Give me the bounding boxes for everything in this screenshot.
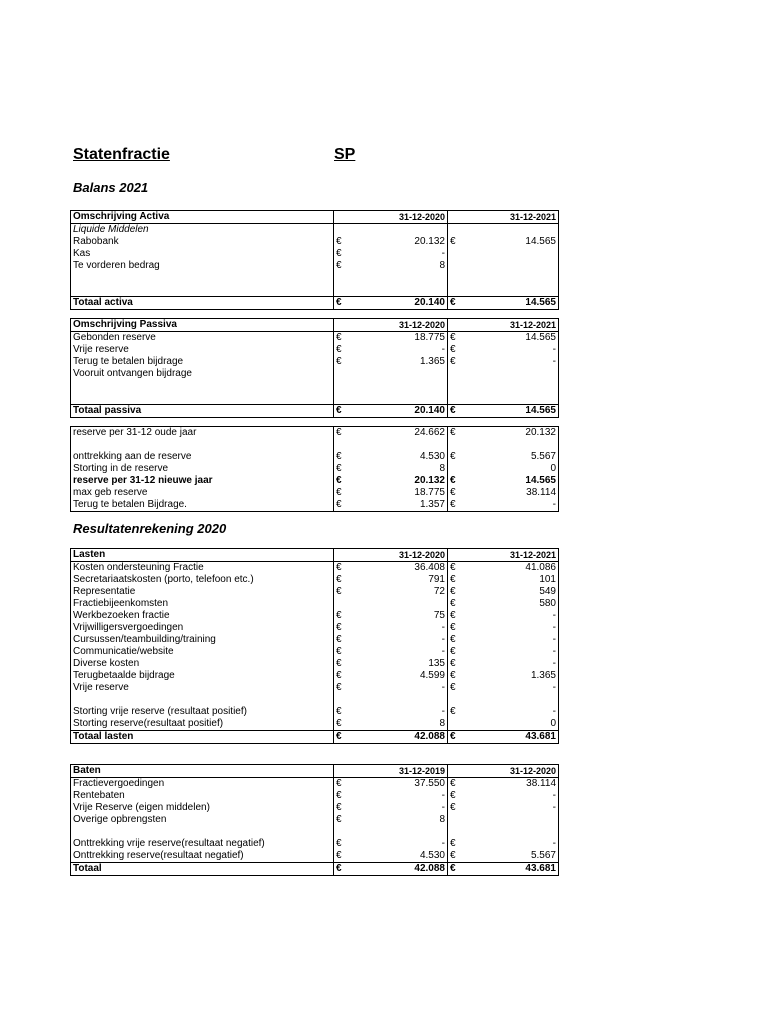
currency-symbol: € (336, 356, 342, 367)
table-row (71, 598, 559, 610)
amount-col1: 791 (348, 574, 448, 586)
amount-col2: - (552, 610, 556, 621)
currency-symbol: € (450, 475, 456, 486)
lasten-table (70, 548, 559, 744)
table-row (71, 392, 559, 405)
amount-col1: 1.357 (348, 499, 448, 512)
currency-symbol (334, 368, 349, 380)
currency-symbol: € (450, 790, 456, 801)
row-label: Onttrekking reserve(resultaat negatief) (71, 850, 334, 863)
currency-symbol: € (336, 260, 342, 271)
row-label: Fractiebijeenkomsten (71, 598, 334, 610)
currency-symbol: € (336, 658, 342, 669)
header-col1: 31-12-2020 (348, 211, 448, 224)
amount-col1: - (348, 646, 448, 658)
table-row (71, 610, 559, 622)
table-row (71, 368, 559, 380)
currency-symbol (448, 260, 463, 272)
currency-symbol: € (336, 682, 342, 693)
table-row (71, 260, 559, 272)
amount-col2: 1.365 (530, 670, 556, 681)
table-row (71, 826, 559, 838)
amount-col2: 14.565 (525, 236, 556, 247)
party-name: SP (334, 146, 356, 163)
currency-symbol: € (336, 838, 342, 849)
amount-col2: - (552, 646, 556, 657)
currency-symbol (448, 814, 463, 826)
row-label: Diverse kosten (71, 658, 334, 670)
total-row: Totaal € 42.088 € 43.681 (71, 863, 559, 876)
currency-symbol: € (334, 562, 349, 575)
table-row (71, 706, 559, 718)
page-title: Statenfractie (73, 146, 170, 163)
row-label: Vrije reserve (71, 344, 334, 356)
amount-col1: 20.132 (348, 236, 448, 248)
currency-symbol: € (336, 610, 342, 621)
table-header-row: Lasten 31-12-2020 31-12-2021 (71, 549, 559, 562)
amount-col1: 18.775 (348, 487, 448, 499)
currency-symbol: € (336, 463, 342, 474)
currency-symbol: € (336, 475, 342, 486)
table-row (71, 622, 559, 634)
amount-col1: 8 (348, 814, 448, 826)
results-heading: Resultatenrekening 2020 (73, 521, 227, 536)
currency-symbol: € (336, 646, 342, 657)
amount-col2: - (552, 499, 556, 510)
total-row: Totaal activa € 20.140 € 14.565 (71, 297, 559, 310)
amount-col1: - (348, 838, 448, 850)
amount-col1: 8 (348, 463, 448, 475)
currency-symbol: € (336, 586, 342, 597)
amount-col2: - (552, 658, 556, 669)
currency-symbol: € (336, 248, 342, 259)
row-label: Communicatie/website (71, 646, 334, 658)
currency-symbol: € (336, 718, 342, 729)
currency-symbol: € (336, 499, 342, 510)
amount-col2: 5.567 (530, 451, 556, 462)
currency-symbol: € (450, 344, 456, 355)
amount-col1: 1.365 (348, 356, 448, 368)
amount-col2: - (552, 802, 556, 813)
amount-col2: - (552, 790, 556, 801)
currency-symbol: € (336, 574, 342, 585)
table-row (71, 838, 559, 850)
amount-col1: 135 (348, 658, 448, 670)
table-row (71, 850, 559, 863)
amount-col2: 101 (539, 574, 556, 585)
table-row (71, 284, 559, 297)
currency-symbol: € (450, 802, 456, 813)
amount-col2: - (552, 634, 556, 645)
row-label: reserve per 31-12 nieuwe jaar (71, 475, 334, 487)
total-row: Totaal lasten € 42.088 € 43.681 (71, 731, 559, 744)
row-label: Vrije reserve (71, 682, 334, 694)
amount-col1 (348, 368, 448, 380)
currency-symbol: € (336, 802, 342, 813)
subheading: Liquide Middelen (71, 224, 334, 237)
amount-col2: 41.086 (462, 562, 559, 575)
amount-col1: - (348, 248, 448, 260)
table-row (71, 562, 559, 575)
balance-heading: Balans 2021 (73, 180, 149, 195)
row-label: onttrekking aan de reserve (71, 451, 334, 463)
table-row (71, 332, 559, 345)
currency-symbol: € (450, 574, 456, 585)
amount-col1: 8 (348, 718, 448, 731)
table-row (71, 356, 559, 368)
row-label: Storting reserve(resultaat positief) (71, 718, 334, 731)
table-row (71, 670, 559, 682)
amount-col1: 20.132 (348, 475, 448, 487)
amount-col2: - (552, 706, 556, 717)
currency-symbol: € (450, 706, 456, 717)
currency-symbol: € (336, 344, 342, 355)
amount-col2: 38.114 (526, 487, 556, 498)
table-row (71, 248, 559, 260)
amount-col2 (462, 248, 559, 260)
currency-symbol: € (450, 236, 456, 247)
row-label: Vrijwilligersvergoedingen (71, 622, 334, 634)
row-label: Representatie (71, 586, 334, 598)
table-row (71, 499, 559, 512)
row-label: Storting vrije reserve (resultaat positief) (71, 706, 334, 718)
currency-symbol: € (450, 682, 456, 693)
row-label: Werkbezoeken fractie (71, 610, 334, 622)
table-row (71, 778, 559, 791)
amount-col2: - (552, 682, 556, 693)
amount-col2: 14.565 (462, 332, 559, 345)
table-row (71, 682, 559, 694)
amount-col2 (462, 260, 559, 272)
amount-col1: 72 (348, 586, 448, 598)
row-label: Terugbetaalde bijdrage (71, 670, 334, 682)
passiva-table (70, 318, 559, 418)
amount-col2: 580 (539, 598, 556, 609)
currency-symbol: € (450, 658, 456, 669)
amount-col2: 5.567 (530, 850, 556, 861)
amount-col1: - (348, 622, 448, 634)
reserve-table (70, 426, 559, 512)
table-row (71, 380, 559, 392)
currency-symbol: € (336, 622, 342, 633)
table-row (71, 487, 559, 499)
table-row (71, 451, 559, 463)
amount-col1: - (348, 706, 448, 718)
amount-col1: 36.408 (348, 562, 448, 575)
baten-table (70, 764, 559, 876)
amount-col2: - (552, 344, 556, 355)
amount-col2: 0 (550, 718, 556, 729)
currency-symbol: € (450, 598, 456, 609)
currency-symbol: € (448, 778, 463, 791)
amount-col1: 8 (348, 260, 448, 272)
row-label: Vooruit ontvangen bijdrage (71, 368, 334, 380)
amount-col2: - (552, 622, 556, 633)
table-row (71, 694, 559, 706)
currency-symbol: € (336, 814, 342, 825)
table-header-row (71, 211, 559, 224)
amount-col1: - (348, 634, 448, 646)
currency-symbol: € (336, 670, 342, 681)
currency-symbol (448, 368, 463, 380)
table-row (71, 646, 559, 658)
table-row (71, 790, 559, 802)
header-col2: 31-12-2021 (509, 212, 556, 222)
table-row (71, 236, 559, 248)
currency-symbol: € (336, 850, 342, 861)
amount-col1: - (348, 790, 448, 802)
row-label: Kosten ondersteuning Fractie (71, 562, 334, 575)
amount-col1 (348, 598, 448, 610)
currency-symbol: € (450, 646, 456, 657)
currency-symbol: € (334, 778, 349, 791)
row-label: Overige opbrengsten (71, 814, 334, 826)
row-label: Terug te betalen bijdrage (71, 356, 334, 368)
total-row: Totaal passiva € 20.140 € 14.565 (71, 405, 559, 418)
currency-symbol: € (336, 634, 342, 645)
currency-symbol: € (336, 451, 342, 462)
amount-col2: 0 (550, 463, 556, 474)
table-row (71, 718, 559, 731)
currency-symbol: € (450, 622, 456, 633)
currency-symbol: € (336, 487, 342, 498)
currency-symbol: € (450, 634, 456, 645)
currency-symbol (334, 598, 349, 610)
amount-col1: - (348, 344, 448, 356)
currency-symbol: € (448, 332, 463, 345)
activa-table (70, 210, 559, 310)
currency-symbol: € (450, 610, 456, 621)
currency-symbol: € (450, 499, 456, 510)
amount-col1: 4.530 (348, 451, 448, 463)
amount-col2: 14.565 (525, 475, 556, 486)
row-label: max geb reserve (71, 487, 334, 499)
currency-symbol: € (334, 332, 349, 345)
amount-col1: 37.550 (348, 778, 448, 791)
row-label: Fractievergoedingen (71, 778, 334, 791)
currency-symbol: € (336, 706, 342, 717)
currency-symbol: € (450, 838, 456, 849)
currency-symbol: € (450, 356, 456, 367)
currency-symbol: € (450, 850, 456, 861)
table-header-row: Baten 31-12-2019 31-12-2020 (71, 765, 559, 778)
row-label: Secretariaatskosten (porto, telefoon etc.) (71, 574, 334, 586)
currency-symbol (448, 718, 463, 731)
row-label: Onttrekking vrije reserve(resultaat negatief) (71, 838, 334, 850)
currency-symbol: € (450, 487, 456, 498)
row-label: Storting in de reserve (71, 463, 334, 475)
row-label: Rabobank (71, 236, 334, 248)
amount-col2: 38.114 (462, 778, 559, 791)
amount-col1: 18.775 (348, 332, 448, 345)
row-label: Vrije Reserve (eigen middelen) (71, 802, 334, 814)
table-row (71, 272, 559, 284)
table-row: reserve per 31-12 oude jaar € 24.662 € 20.132 (71, 427, 559, 440)
table-row (71, 814, 559, 826)
row-label: Gebonden reserve (71, 332, 334, 345)
currency-symbol: € (448, 562, 463, 575)
row-label: Kas (71, 248, 334, 260)
amount-col1: 75 (348, 610, 448, 622)
table-row (71, 224, 559, 237)
row-label: Cursussen/teambuilding/training (71, 634, 334, 646)
row-label: Te vorderen bedrag (71, 260, 334, 272)
currency-symbol: € (450, 670, 456, 681)
table-row (71, 802, 559, 814)
amount-col2: - (552, 838, 556, 849)
header-label: Omschrijving Activa (71, 211, 334, 224)
table-row (71, 344, 559, 356)
table-row (71, 574, 559, 586)
row-label: Terug te betalen Bijdrage. (71, 499, 334, 512)
table-row (71, 586, 559, 598)
amount-col1: - (348, 802, 448, 814)
table-row (71, 475, 559, 487)
currency-symbol: € (336, 790, 342, 801)
row-label: Rentebaten (71, 790, 334, 802)
currency-symbol: € (450, 451, 456, 462)
currency-symbol: € (336, 236, 342, 247)
amount-col1: 4.599 (348, 670, 448, 682)
amount-col2: 549 (539, 586, 556, 597)
currency-symbol (448, 463, 463, 475)
amount-col2: - (552, 356, 556, 367)
amount-col1: - (348, 682, 448, 694)
table-row (71, 439, 559, 451)
table-row (71, 463, 559, 475)
currency-symbol: € (450, 586, 456, 597)
currency-symbol (448, 248, 463, 260)
amount-col2 (462, 368, 559, 380)
table-header-row: Omschrijving Passiva 31-12-2020 31-12-2021 (71, 319, 559, 332)
amount-col1: 4.530 (348, 850, 448, 863)
table-row (71, 658, 559, 670)
amount-col2 (462, 814, 559, 826)
table-row (71, 634, 559, 646)
